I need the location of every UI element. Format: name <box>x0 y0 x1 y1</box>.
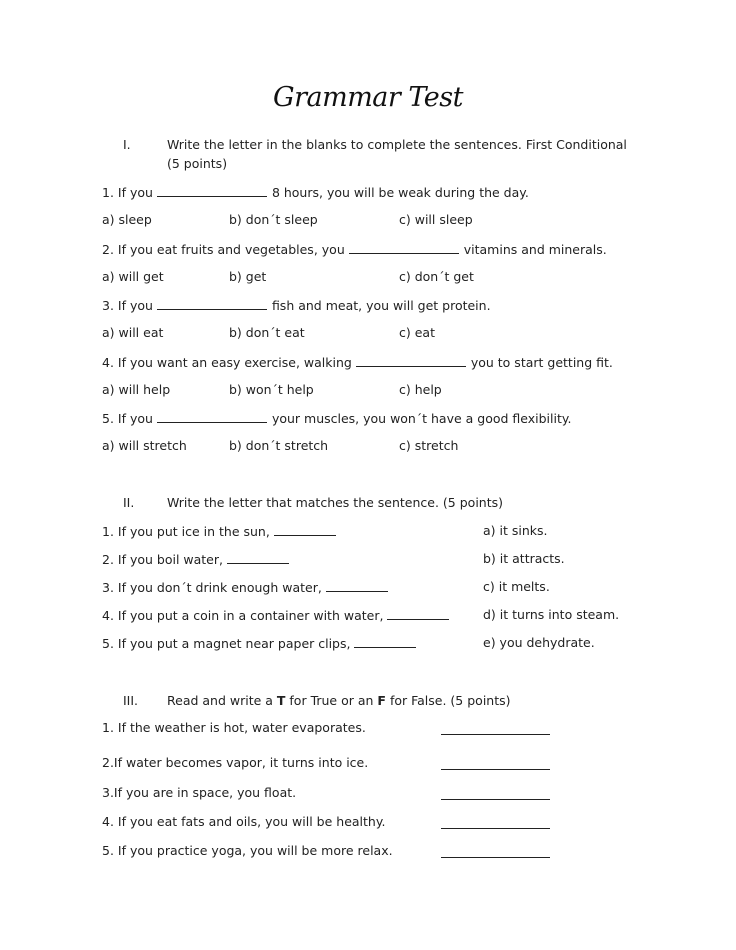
answer-option: a) will stretch <box>102 438 187 453</box>
answer-blank[interactable] <box>157 297 267 310</box>
match-question: 5. If you put a magnet near paper clips, <box>102 636 351 651</box>
instruction-false-letter: F <box>377 693 386 708</box>
question-row <box>102 354 613 371</box>
answer-option: b) don´t stretch <box>229 438 329 453</box>
answer-blank[interactable] <box>441 734 550 735</box>
answer-blank[interactable] <box>354 635 416 648</box>
answer-blank[interactable] <box>356 354 466 367</box>
question-text-after: your muscles, you won´t have a good flexibility. <box>271 411 572 426</box>
question-text-before: 5. If you <box>102 411 153 426</box>
answer-option: b) get <box>229 269 267 284</box>
answer-option: b) don´t sleep <box>229 212 318 227</box>
match-answer: c) it melts. <box>483 579 550 594</box>
section-3-numeral: III. <box>123 693 139 708</box>
answer-blank[interactable] <box>441 828 550 829</box>
match-row <box>102 607 454 624</box>
question-text-before: 3. If you <box>102 298 153 313</box>
answer-option: b) won´t help <box>229 382 314 397</box>
question-row <box>102 297 491 314</box>
answer-blank[interactable] <box>157 184 267 197</box>
question-text-after: fish and meat, you will get protein. <box>271 298 491 313</box>
match-answer: e) you dehydrate. <box>483 635 595 650</box>
instruction-true-letter: T <box>276 693 286 708</box>
true-false-statement: 5. If you practice yoga, you will be more relax. <box>102 843 393 858</box>
answer-option: a) will get <box>102 269 164 284</box>
instruction-text: for False. (5 points) <box>385 693 511 708</box>
true-false-statement: 2.If water becomes vapor, it turns into ice. <box>102 755 369 770</box>
section-1-numeral: I. <box>123 137 131 152</box>
answer-option: a) will eat <box>102 325 164 340</box>
section-3-instruction <box>167 691 642 710</box>
match-answer: d) it turns into steam. <box>483 607 620 622</box>
question-text-after: vitamins and minerals. <box>463 242 607 257</box>
answer-blank[interactable] <box>227 551 289 564</box>
answer-option: b) don´t eat <box>229 325 305 340</box>
match-question: 1. If you put ice in the sun, <box>102 524 270 539</box>
instruction-text: for True or an <box>285 693 378 708</box>
section-1-instruction: Write the letter in the blanks to complete the sentences. First Conditional (5 points) <box>167 137 627 171</box>
answer-option: a) will help <box>102 382 171 397</box>
match-question: 2. If you boil water, <box>102 552 223 567</box>
answer-option: c) will sleep <box>399 212 473 227</box>
question-row <box>102 241 607 258</box>
match-question: 4. If you put a coin in a container with water, <box>102 608 384 623</box>
answer-option: c) stretch <box>399 438 459 453</box>
true-false-statement: 1. If the weather is hot, water evaporates. <box>102 720 366 735</box>
match-answer: a) it sinks. <box>483 523 548 538</box>
answer-option: c) don´t get <box>399 269 474 284</box>
match-answer: b) it attracts. <box>483 551 565 566</box>
answer-option: c) help <box>399 382 442 397</box>
match-row <box>102 551 294 568</box>
match-row <box>102 635 421 652</box>
question-row <box>102 184 529 201</box>
match-question: 3. If you don´t drink enough water, <box>102 580 322 595</box>
question-text-before: 1. If you <box>102 185 153 200</box>
section-2-instruction: Write the letter that matches the sentence. (5 points) <box>167 495 504 510</box>
answer-blank[interactable] <box>441 857 550 858</box>
instruction-text: Read and write a <box>167 693 277 708</box>
answer-option: c) eat <box>399 325 435 340</box>
match-row <box>102 579 393 596</box>
question-text-before: 4. If you want an easy exercise, walking <box>102 355 352 370</box>
answer-blank[interactable] <box>441 769 550 770</box>
answer-blank[interactable] <box>274 523 336 536</box>
match-row <box>102 523 341 540</box>
question-text-before: 2. If you eat fruits and vegetables, you <box>102 242 345 257</box>
answer-blank[interactable] <box>349 241 459 254</box>
question-row <box>102 410 571 427</box>
answer-blank[interactable] <box>326 579 388 592</box>
answer-blank[interactable] <box>387 607 449 620</box>
section-2-numeral: II. <box>123 495 135 510</box>
true-false-statement: 4. If you eat fats and oils, you will be healthy. <box>102 814 386 829</box>
question-text-after: you to start getting fit. <box>470 355 613 370</box>
answer-blank[interactable] <box>441 799 550 800</box>
page-title: Grammar Test <box>273 82 463 113</box>
answer-blank[interactable] <box>157 410 267 423</box>
answer-option: a) sleep <box>102 212 152 227</box>
question-text-after: 8 hours, you will be weak during the day. <box>271 185 529 200</box>
true-false-statement: 3.If you are in space, you float. <box>102 785 297 800</box>
